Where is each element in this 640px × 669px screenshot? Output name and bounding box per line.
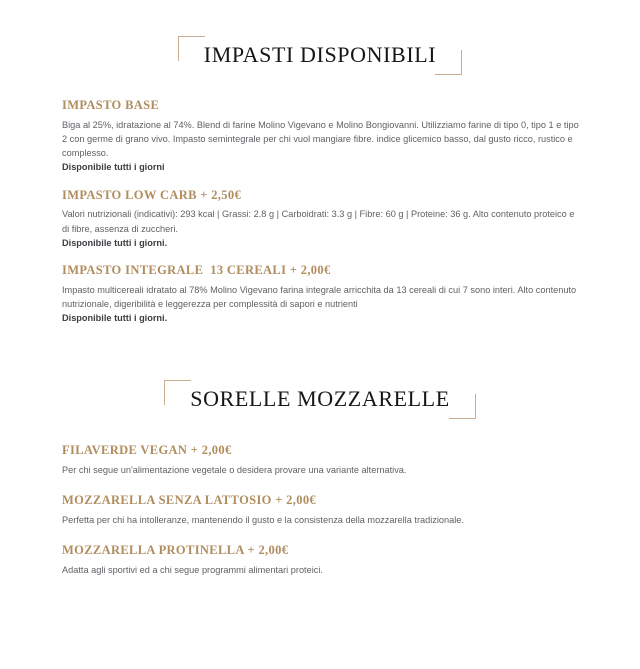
section-header-mozzarelle: [0, 380, 640, 419]
menu-item-title: MOZZARELLA SENZA LATTOSIO + 2,00€: [62, 493, 317, 508]
menu-item-title: IMPASTO LOW CARB + 2,50€: [62, 187, 242, 202]
corner-bracket-top-left-icon: [178, 36, 205, 61]
menu-item-availability: Disponibile tutti i giorni: [62, 162, 165, 173]
menu-item-description: Valori nutrizionali (indicativi): 293 kcal | Grassi: 2.8 g | Carboidrati: 3.3 g | Fibre: 60 g | Proteine: 36 g. Alto contenuto proteico e di fibre, assenza di zuccheri.: [62, 209, 575, 234]
menu-item: [62, 543, 582, 577]
section-title: SORELLE MOZZARELLE: [190, 386, 450, 412]
section-title: IMPASTI DISPONIBILI: [203, 42, 437, 67]
menu-item-list-impasti: [0, 98, 640, 325]
menu-section-mozzarelle: [0, 380, 640, 577]
menu-item-description: Biga al 25%, idratazione al 74%. Blend di farine Molino Vigevano e Molino Bongiovanni. Utilizziamo farine di tipo 0, tipo 1 e tipo 2 con germe di grano vivo. Impasto semintegrale per chi vuol mangiare fibre. indice glicemico basso, dal gusto ricco, rustico e complesso.: [62, 119, 579, 159]
menu-item-title: FILAVERDE VEGAN + 2,00€: [62, 443, 232, 458]
section-title-frame: [164, 380, 476, 419]
menu-item: [62, 98, 582, 175]
menu-item-description: Per chi segue un'alimentazione vegetale o desidera provare una variante alternativa.: [62, 465, 407, 475]
menu-item-availability: Disponibile tutti i giorni.: [62, 313, 168, 324]
corner-bracket-top-left-icon: [164, 380, 191, 405]
menu-item: [62, 443, 582, 477]
menu-item: [62, 188, 582, 250]
section-title-frame: [178, 36, 462, 75]
corner-bracket-bottom-right-icon: [449, 394, 476, 419]
menu-item-availability: Disponibile tutti i giorni.: [62, 237, 168, 248]
section-header-impasti: [0, 36, 640, 75]
menu-item-title: IMPASTO INTEGRALE 13 CEREALI + 2,00€: [62, 263, 331, 277]
menu-item-title: IMPASTO BASE: [62, 98, 160, 112]
menu-item: [62, 493, 582, 527]
menu-item-list-mozzarelle: [0, 443, 640, 577]
menu-item-description: Impasto multicereali idratato al 78% Molino Vigevano farina integrale arricchita da 13 cereali di cui 7 sono interi. Alto contenuto nutrizionale, digeribilità e leggerezza per complessità di sapori e nutrienti: [62, 284, 577, 309]
menu-page: [0, 36, 640, 669]
menu-item-title: MOZZARELLA PROTINELLA + 2,00€: [62, 543, 289, 558]
menu-item-description: Perfetta per chi ha intolleranze, mantenendo il gusto e la consistenza della mozzarella tradizionale.: [62, 514, 464, 525]
menu-item-description: Adatta agli sportivi ed a chi segue programmi alimentari proteici.: [62, 564, 323, 575]
menu-section-impasti: [0, 36, 640, 325]
corner-bracket-bottom-right-icon: [435, 50, 462, 75]
menu-item: [62, 263, 582, 325]
